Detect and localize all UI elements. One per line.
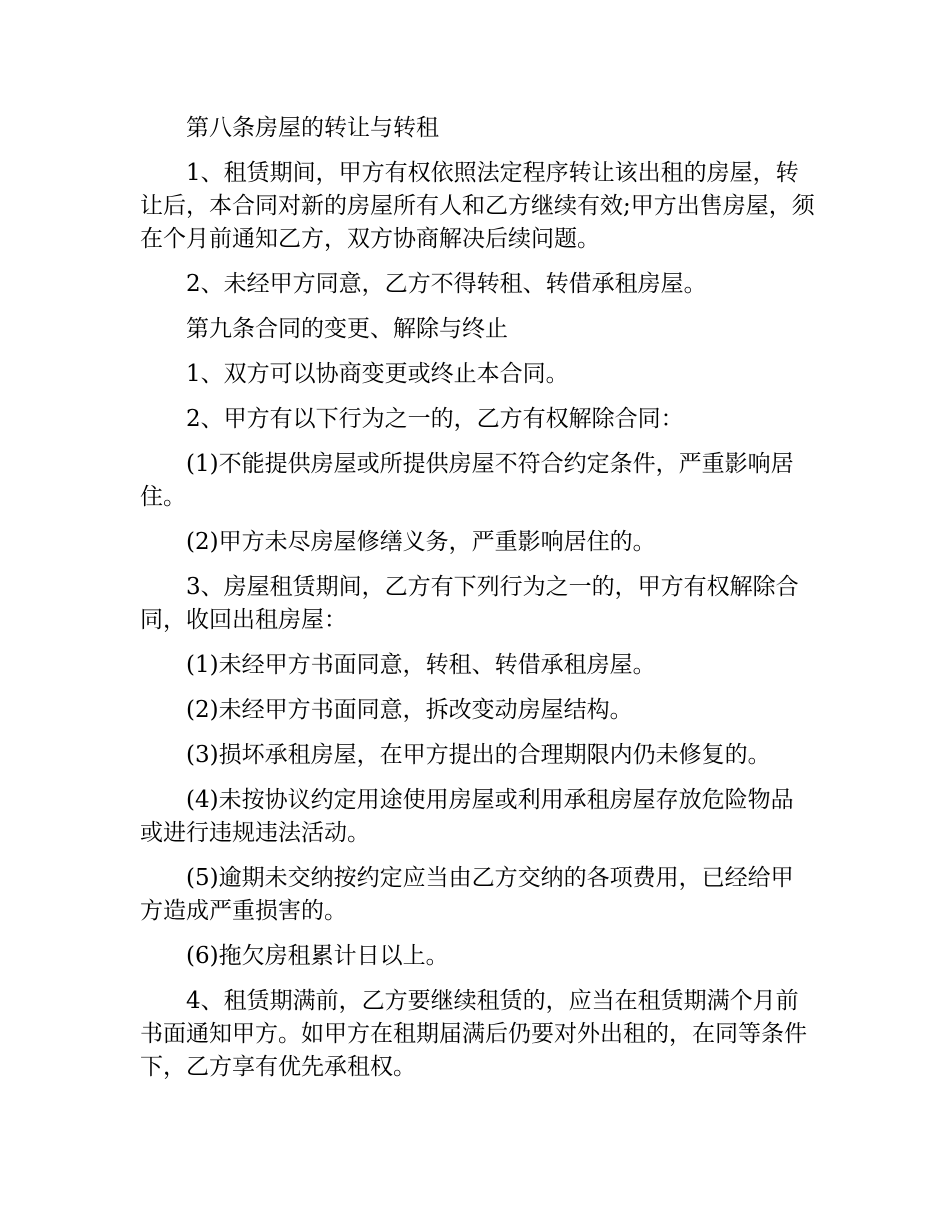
clause-9-3-item-3: (3)损坏承租房屋，在甲方提出的合理期限内仍未修复的。: [186, 742, 771, 768]
clause-8-1: 1、租赁期间，甲方有权依照法定程序转让该出租的房屋，转让后，本合同对新的房屋所有人和乙方继续有效;甲方出售房屋，须在个月前通知乙方，双方协商解决后续问题。: [140, 160, 815, 252]
clause-9-2: 2、甲方有以下行为之一的，乙方有权解除合同：: [186, 406, 684, 432]
clause-9-3-item-1: (1)未经甲方书面同意，转租、转借承租房屋。: [186, 652, 656, 678]
clause-9-3-item-6: (6)拖欠房租累计日以上。: [186, 943, 449, 969]
clause-9-4: 4、租赁期满前，乙方要继续租赁的，应当在租赁期满个月前书面通知甲方。如甲方在租期届满后仍要对外出租的，在同等条件下，乙方享有优先承租权。: [140, 988, 807, 1080]
clause-9-1: 1、双方可以协商变更或终止本合同。: [186, 361, 569, 387]
clause-9-3: 3、房屋租赁期间，乙方有下列行为之一的，甲方有权解除合同，收回出租房屋：: [140, 574, 799, 633]
section-heading-article-8: 第八条房屋的转让与转租: [186, 115, 439, 141]
clause-9-3-item-4: (4)未按协议约定用途使用房屋或利用承租房屋存放危险物品或进行违规违法活动。: [140, 787, 794, 846]
clause-9-2-item-1: (1)不能提供房屋或所提供房屋不符合约定条件，严重影响居住。: [140, 451, 794, 510]
document-body: [140, 112, 815, 1096]
clause-9-3-item-2: (2)未经甲方书面同意，拆改变动房屋结构。: [186, 697, 633, 723]
clause-9-2-item-2: (2)甲方未尽房屋修缮义务，严重影响居住的。: [186, 529, 656, 555]
clause-9-3-item-5: (5)逾期未交纳按约定应当由乙方交纳的各项费用，已经给甲方造成严重损害的。: [140, 865, 794, 924]
clause-8-2: 2、未经甲方同意，乙方不得转租、转借承租房屋。: [186, 271, 707, 297]
section-heading-article-9: 第九条合同的变更、解除与终止: [186, 316, 508, 342]
